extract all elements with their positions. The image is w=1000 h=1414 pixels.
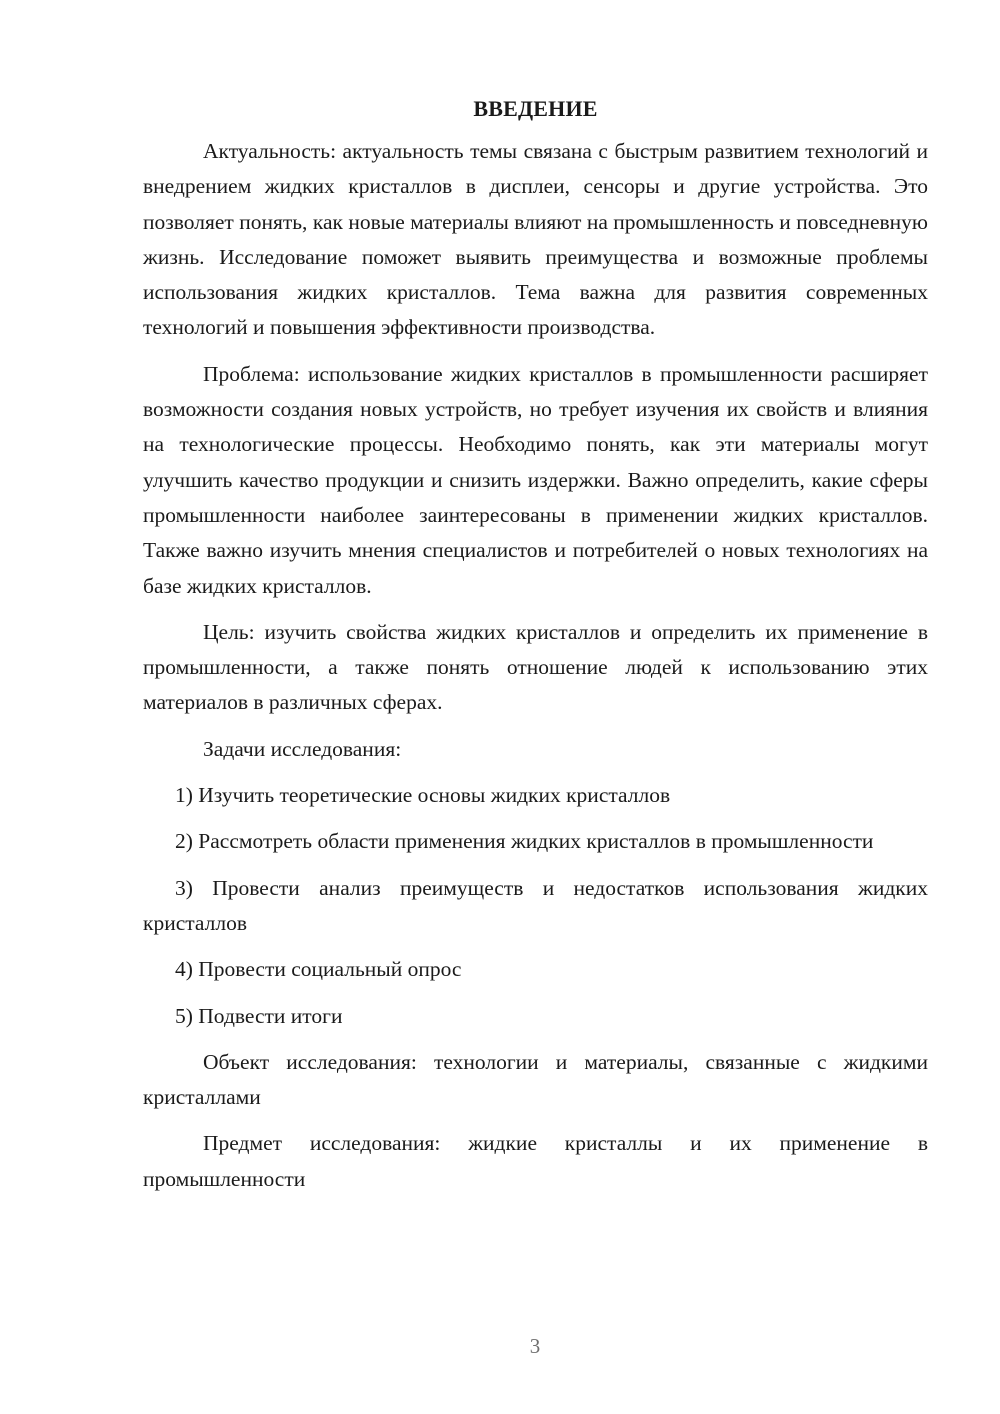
task-item-4: 4) Провести социальный опрос: [175, 957, 462, 982]
subject-paragraph: Предмет исследования: жидкие кристаллы и их применение в промышленности: [143, 1131, 928, 1191]
page-number: 3: [529, 1334, 541, 1358]
task-item-2: 2) Рассмотреть области применения жидких кристаллов в промышленности: [175, 829, 874, 854]
problem-paragraph: Проблема: использование жидких кристаллов в промышленности расширяет возможности создания новых устройств, но требует изучения их свойств и влияния на технологические процессы. Необходимо понять, как эти материалы могут улучшить качество продукции и снизить издержки. Важно определить, какие сферы промышленности наиболее заинтересованы в применении жидких кристаллов. Также важно изучить мнения специалистов и потребителей о новых технологиях на базе жидких кристаллов.: [143, 361, 928, 598]
task-item-5: 5) Подвести итоги: [175, 1003, 343, 1028]
object-paragraph: Объект исследования: технологии и материалы, связанные с жидкими кристаллами: [143, 1049, 928, 1110]
task-item-3: 3) Провести анализ преимуществ и недостатков использования жидких кристаллов: [143, 875, 928, 935]
page-content: [143, 94, 928, 1208]
section-heading: ВВЕДЕНИЕ: [473, 96, 598, 121]
goal-paragraph: Цель: изучить свойства жидких кристаллов и определить их применение в промышленности, а также понять отношение людей к использованию этих материалов в различных сферах.: [143, 619, 928, 715]
relevance-paragraph: Актуальность: актуальность темы связана с быстрым развитием технологий и внедрением жидких кристаллов в дисплеи, сенсоры и другие устройства. Это позволяет понять, как новые материалы влияют на промышленность и повседневную жизнь. Исследование поможет выявить преимущества и возможные проблемы использования жидких кристаллов. Тема важна для развития современных технологий и повышения эффективности производства.: [143, 139, 928, 340]
tasks-heading: Задачи исследования:: [203, 736, 402, 761]
task-item-1: 1) Изучить теоретические основы жидких кристаллов: [175, 783, 671, 808]
